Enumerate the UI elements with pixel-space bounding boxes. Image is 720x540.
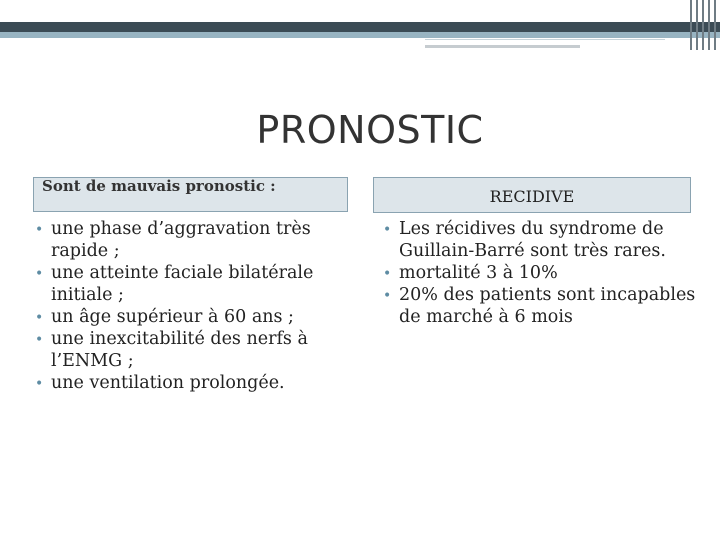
top-accent-bar-light <box>0 32 720 38</box>
bullet-icon: • <box>383 266 392 282</box>
bullet-icon: • <box>383 222 392 238</box>
left-column-header <box>33 177 348 212</box>
bullet-icon: • <box>35 310 44 326</box>
bullet-icon: • <box>35 376 44 392</box>
list-item <box>27 218 342 262</box>
list-item-text: Les récidives du syndrome de Guillain-Barré sont très rares. <box>399 219 666 261</box>
top-divider-line <box>425 39 665 40</box>
right-column-header-label: RECIDIVE <box>489 187 575 206</box>
list-item <box>27 306 342 328</box>
top-accent-bar <box>0 22 720 32</box>
list-item <box>27 328 342 372</box>
list-item-text: un âge supérieur à 60 ans ; <box>51 307 294 327</box>
bullet-icon: • <box>35 222 44 238</box>
right-bullet-list <box>375 218 705 328</box>
corner-stripes <box>688 0 720 50</box>
right-column-header <box>373 177 691 213</box>
list-item-text: mortalité 3 à 10% <box>399 263 558 283</box>
bullet-icon: • <box>35 266 44 282</box>
list-item-text: une atteinte faciale bilatérale initiale ; <box>51 263 314 305</box>
list-item <box>27 262 342 306</box>
list-item <box>375 218 705 262</box>
list-item-text: une phase d’aggravation très rapide ; <box>51 219 311 261</box>
list-item-text: une ventilation prolongée. <box>51 373 285 393</box>
list-item-text: 20% des patients sont incapables de marché à 6 mois <box>399 285 696 327</box>
list-item <box>375 262 705 284</box>
left-column-header-label: Sont de mauvais pronostic : <box>42 177 276 195</box>
slide-title: PRONOSTIC <box>256 108 484 152</box>
bullet-icon: • <box>35 332 44 348</box>
top-divider-short <box>425 45 580 48</box>
list-item <box>27 372 342 394</box>
list-item <box>375 284 705 328</box>
bullet-icon: • <box>383 288 392 304</box>
list-item-text: une inexcitabilité des nerfs à l’ENMG ; <box>51 329 308 371</box>
left-bullet-list <box>27 218 342 394</box>
